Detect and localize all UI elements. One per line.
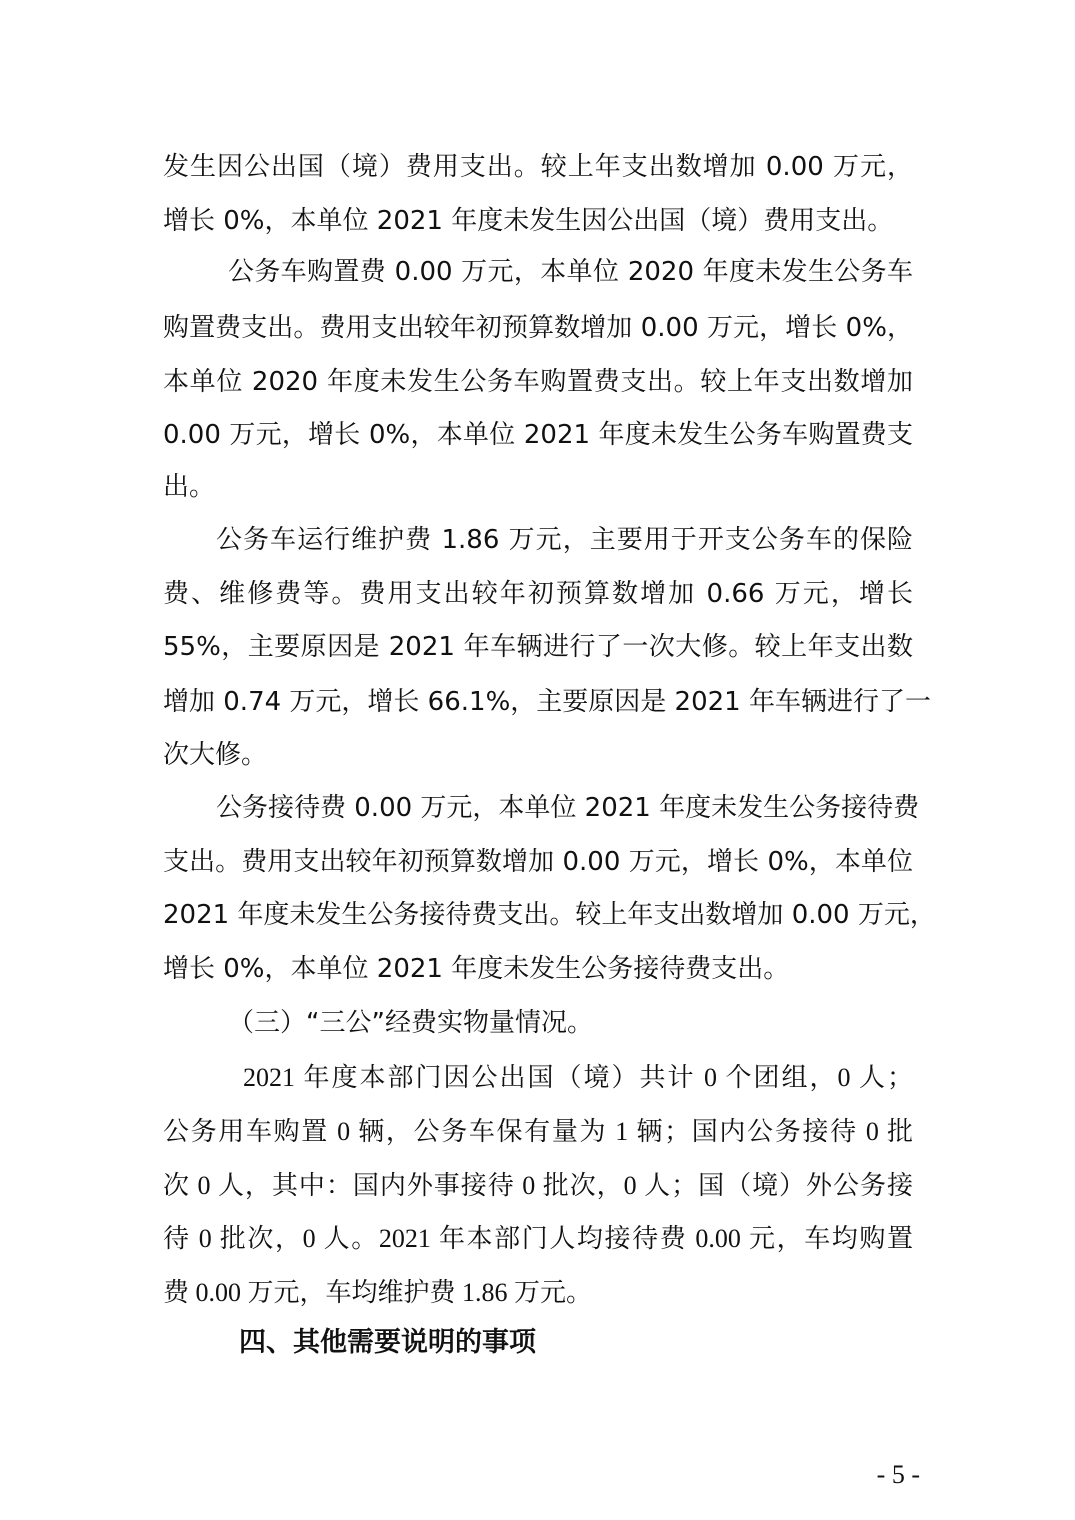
body-text-line: 费、维修费等。费用支出较年初预算数增加 0.66 万元，增长 [163, 579, 913, 609]
body-text-line: 增长 0%，本单位 2021 年度未发生因公出国（境）费用支出。 [163, 206, 894, 236]
body-text-line: 增长 0%，本单位 2021 年度未发生公务接待费支出。 [163, 954, 790, 984]
body-text-line: 出。 [163, 472, 216, 502]
body-text-line: 本单位 2020 年度未发生公务车购置费支出。较上年支出数增加 [163, 367, 913, 397]
body-text-line: 费 0.00 万元，车均维护费 1.86 万元。 [163, 1278, 593, 1307]
body-text-line: 发生因公出国（境）费用支出。较上年支出数增加 0.00 万元， [163, 152, 913, 182]
body-text-line: 增加 0.74 万元，增长 66.1%，主要原因是 2021 年车辆进行了一 [163, 687, 931, 717]
section-subheading: （三）“三公”经费实物量情况。 [228, 1008, 593, 1038]
body-text-line: 55%，主要原因是 2021 年车辆进行了一次大修。较上年支出数 [163, 632, 913, 662]
section-heading: 四、其他需要说明的事项 [239, 1327, 536, 1358]
body-text-line: 次大修。 [163, 740, 268, 770]
body-text-line: 购置费支出。费用支出较年初预算数增加 0.00 万元，增长 0%， [163, 313, 913, 343]
body-text-line: 支出。费用支出较年初预算数增加 0.00 万元，增长 0%，本单位 [163, 847, 913, 877]
page-number: - 5 - [876, 1460, 920, 1489]
body-text-line: 公务车购置费 0.00 万元，本单位 2020 年度未发生公务车 [228, 257, 913, 287]
body-text-line: 公务车运行维护费 1.86 万元，主要用于开支公务车的保险 [216, 525, 913, 555]
body-text-line: 0.00 万元，增长 0%，本单位 2021 年度未发生公务车购置费支 [163, 420, 913, 450]
body-text-line: 待 0 批次，0 人。2021 年本部门人均接待费 0.00 元，车均购置 [163, 1224, 913, 1253]
body-text-line: 2021 年度未发生公务接待费支出。较上年支出数增加 0.00 万元， [163, 900, 936, 930]
body-text-line: 2021 年度本部门因公出国（境）共计 0 个团组，0 人； [243, 1063, 913, 1092]
body-text-line: 次 0 人，其中：国内外事接待 0 批次，0 人；国（境）外公务接 [163, 1171, 913, 1200]
body-text-line: 公务用车购置 0 辆，公务车保有量为 1 辆；国内公务接待 0 批 [163, 1117, 913, 1146]
body-text-line: 公务接待费 0.00 万元，本单位 2021 年度未发生公务接待费 [216, 793, 920, 823]
